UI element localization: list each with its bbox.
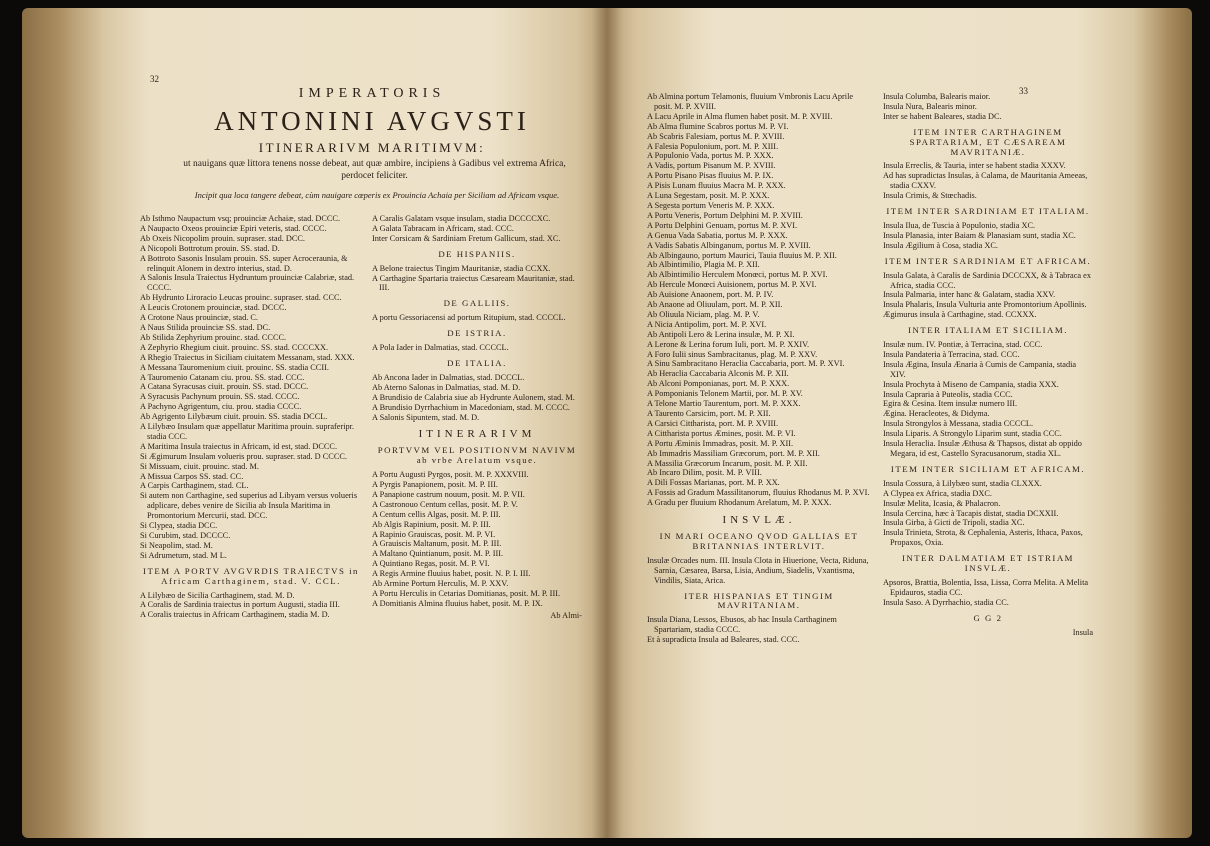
itinerary-entry: Insula Cercina, hæc à Tacapis distat, stadia DCXXII. [883, 508, 1059, 518]
itinerary-entry: A Cittharista portus Æmines, posit. M. P. VI. [647, 428, 796, 438]
itinerary-entry: Ab Armine Portum Herculis, M. P. XXV. [372, 579, 509, 589]
itinerary-entry: A Foro Iulii sinus Sambracitanus, plag. M. P. XXV. [647, 349, 818, 359]
itinerary-entry: A Bottroto Sasonis Insulam prouin. SS. super Acroceraunia, & relinquit Alonem in dextro interius, stad. D. [140, 253, 348, 273]
section-heading: ITEM INTER SARDINIAM ET AFRICAM. [884, 255, 1092, 266]
itinerary-entry: Ab Albintimilio Herculem Monœci, portus M. P. XVI. [647, 270, 828, 280]
itinerary-entry: Insula Girba, à Gicti de Tripoli, stadia XC. [883, 518, 1025, 528]
itinerary-entry: A Rapinio Grauiscas, posit. M. P. VI. [372, 529, 496, 539]
itinerary-entry: A Catana Syracusas ciuit. prouin. SS. stad. DCCC. [140, 382, 309, 392]
itinerary-entry: A Pola Iader in Dalmatias, stad. CCCCL. [372, 343, 509, 353]
itinerary-entry: Insula Columba, Balearis maior. [883, 92, 991, 101]
itinerary-entry: A Tauromenio Catanam ciu. prou. SS. stad. CCC. [140, 372, 305, 382]
itinerary-entry: Insula Capraria à Puteolis, stadia CCC. [883, 389, 1013, 399]
itinerary-entry: A Missua Carpos SS. stad. CC. [140, 471, 244, 481]
itinerary-entry: A Salonis Insula Traiectus Hydruntum prouinciæ Calabriæ, stad. CCCC. [140, 273, 355, 293]
catchword: Insula [1072, 627, 1093, 637]
itinerary-entry: Ab Auisione Anaonem, port. M. P. IV. [647, 290, 774, 300]
itinerary-entry: A Coralis de Sardinia traiectus in portum Augusti, stadia III. [140, 600, 340, 610]
itinerary-entry: A Portu Veneris, Portum Delphini M. P. XVIII. [647, 210, 803, 220]
itinerary-entry: A Lacu Aprile in Alma flumen habet posit. M. P. XVIII. [647, 111, 833, 121]
itinerary-entry: A Pomponianis Telonem Martii, por. M. P. XV. [647, 389, 803, 399]
itinerary-entry: A Regis Armine fluuius habet, posit. N. P. I. III. [372, 569, 531, 579]
itinerary-entry: Ab Alconi Pomponianas, port. M. P. XXX. [647, 379, 790, 389]
intro-text: ut nauigans quæ littora tenens nosse debeat, aut quæ ambire, incipiens à Gadibus vel extrema Africa, perdocet feliciter. [183, 159, 566, 181]
itinerary-entry: Si Missuam, ciuit. prouinc. stad. M. [140, 461, 259, 471]
left-column-1 [140, 214, 362, 620]
itinerary-entry: Ab Immadris Massiliam Græcorum, port. M. P. XII. [647, 448, 820, 458]
itinerary-entry: A Fossis ad Gradum Massilitanorum, fluuius Rhodanus M. P. XVI. [647, 488, 870, 498]
itinerary-entry: Ab Almina portum Telamonis, fluuium Vmbronis Lacu Aprile posit. M. P. XVIII. [647, 92, 854, 111]
itinerary-entry: A Panapione castrum nouum, posit. M. P. VII. [372, 489, 525, 499]
itinerary-entry: Insula Strongylos à Messana, stadia CCCCL. [883, 419, 1034, 429]
itinerary-entry: Ab Anaone ad Oliuulam, port. M. P. XII. [647, 300, 783, 310]
left-column-2 [372, 214, 582, 621]
itinerary-entry: A Zephyrio Rhegium ciuit. prouinc. SS. stad. CCCCXX. [140, 342, 329, 352]
itinerary-entry: Et à supradicta Insula ad Baleares, stad. CCC. [647, 635, 800, 645]
incipit-text: Incipit qua loca tangere debeat, cùm nauigare cœperis ex Prouincia Achaia per Siciliam ad Africam vsque. [194, 190, 560, 200]
section-heading: ITEM INTER SARDINIAM ET ITALIAM. [886, 206, 1090, 217]
itinerary-entry: Ab Agrigento Lilybæum ciuit. prouin. SS. stadia DCCL. [140, 412, 328, 422]
itinerary-entry: A Lerone & Lerina forum Iuli, port. M. P. XXIV. [647, 339, 810, 349]
itinerary-entry: A Portu Augusti Pyrgos, posit. M. P. XXXVIII. [372, 470, 529, 480]
itinerary-entry: Ab Hydrunto Liroracio Leucas prouinc. supraser. stad. CCC. [140, 293, 342, 303]
itinerary-entry: Ab Oxeis Nicopolim prouin. supraser. stad. DCC. [140, 233, 306, 243]
itinerary-entry: Ab Algis Rapinium, posit. M. P. III. [372, 519, 491, 529]
itinerary-entry: A Lilybæo de Sicilia Carthaginem, stad. M. D. [140, 590, 295, 600]
section-heading: INTER DALMATIAM ET ISTRIAM INSVLÆ. [901, 553, 1074, 574]
itinerary-entry: A Maritima Insula traiectus in Africam, id est, stad. DCCC. [140, 441, 338, 451]
itinerary-entry: Insula Palmaria, inter hanc & Galatam, stadia XXV. [883, 290, 1056, 300]
itinerary-entry: Ab Scabris Falesiam, portus M. P. XVIII. [647, 131, 785, 141]
itinerary-entry: Egira & Cesina. Item insulæ numero III. [883, 399, 1018, 409]
catchword: Ab Almi- [550, 610, 582, 620]
itinerary-entry: A Taurento Carsicim, port. M. P. XII. [647, 409, 771, 418]
itinerary-entry: Insula Nura, Balearis minor. [883, 101, 977, 111]
itinerary-entry: A Galata Tabracam in Africam, stad. CCC. [372, 223, 514, 233]
signature-mark: G G 2 [973, 612, 1003, 623]
itinerary-entry: Si Neapolim, stad. M. [140, 540, 213, 550]
itinerary-entry: A Rhegio Traiectus in Siciliam ciuitatem Messanam, stad. XXX. [140, 352, 355, 362]
section-heading: DE GALLIIS. [443, 298, 511, 309]
itinerary-entry: A Naus Stilida prouinciæ SS. stad. DC. [140, 322, 271, 332]
itinerary-entry: Ab Albingauno, portum Maurici, Tauia fluuius M. P. XII. [647, 250, 837, 260]
section-heading: ITER HISPANIAS ET TINGIM MAVRITANIAM. [684, 590, 834, 611]
itinerary-entry: Insula Crimis, & Stœchadis. [883, 191, 977, 201]
itinerary-entry: A Pisis Lunam fluuius Macra M. P. XXX. [647, 181, 786, 191]
itinerary-entry: Apsoros, Brattia, Bolentia, Issa, Lissa, Corra Melita. A Melita Epidauros, stadia CC. [883, 577, 1089, 597]
itinerary-entry: Insula Saso. A Dyrrhachio, stadia CC. [883, 597, 1009, 607]
itinerary-entry: A Segesta portum Veneris M. P. XXX. [647, 200, 775, 210]
itinerary-entry: Ad has supradictas Insulas, à Calama, de Mauritania Ameeas, stadia CXXV. [883, 171, 1088, 191]
itinerary-entry: Ab Stilida Zephyrium prouinc. stad. CCCC. [140, 332, 287, 342]
right-column-1 [647, 92, 871, 645]
section-heading: IN MARI OCEANO QVOD GALLIAS ET BRITANNIAS INTERLVIT. [659, 530, 859, 551]
itinerary-entry: A Quintiano Regas, posit. M. P. VI. [372, 559, 490, 569]
itinerary-entry: A Gradu per fluuium Rhodanum Arelatum, M. P. XXX. [647, 498, 832, 508]
section-heading: ITINERARIVM [418, 428, 536, 441]
section-heading: INSVLÆ. [722, 514, 796, 527]
itinerary-entry: A Massilia Græcorum Incarum, posit. M. P. XII. [647, 458, 808, 468]
itinerary-entry: A Portu Delphini Genuam, portus M. P. XVI. [647, 220, 798, 230]
itinerary-entry: Ab Alma flumine Scabros portus M. P. VI. [647, 121, 789, 131]
itinerary-entry: Si autem non Carthagine, sed superius ad Libyam versus volueris adplicare, debes venire de Sicilia ab Insula Maritima in Promontorium Mercurii, stad. DCC. [140, 491, 358, 521]
section-subheading: PORTVVM VEL POSITIONVM NAVIVM ab vrbe Arelatum vsque. [377, 445, 577, 466]
page-number-left: 32 [150, 74, 159, 84]
itinerary-entry: A Vadis Sabatis Albinganum, portus M. P. XVIII. [647, 240, 811, 250]
section-heading: ITEM A PORTV AVGVRDIS TRAIECTVS in Africam Carthaginem, stad. V. CCL. [143, 565, 359, 586]
itinerary-entry: Insula Ægilium à Cosa, stadia XC. [883, 240, 998, 250]
itinerary-entry: A Coralis traiectus in Africam Carthaginem, stadia M. D. [140, 610, 330, 620]
itinerary-entry: A Populonio Vada, portus M. P. XXX. [647, 151, 774, 161]
itinerary-entry: A Portu Herculis in Cetarias Domitianas, posit. M. P. III. [372, 589, 561, 598]
itinerary-entry: A Carsici Cittharista, port. M. P. XVIII. [647, 418, 779, 428]
itinerary-entry: Insula Cossura, à Lilybæo sunt, stadia CLXXX. [883, 478, 1042, 488]
itinerary-entry: Si Ægimurum Insulam volueris prou. supraser. stad. D CCCC. [140, 451, 347, 461]
itinerary-entry: Insula Planasia, inter Baiam & Planasiam sunt, stadia XC. [883, 230, 1076, 240]
itinerary-entry: Insula Diana, Lessos, Ebusos, ab hac Insula Carthaginem Spartariam, stadia CCCC. [647, 615, 837, 635]
section-heading: ITEM INTER SICILIAM ET AFRICAM. [890, 463, 1086, 474]
itinerary-entry: A Grauiscis Maltanum, posit. M. P. III. [372, 539, 502, 549]
itinerary-entry: A Telone Martio Taurentum, port. M. P. XXX. [647, 399, 801, 409]
right-page [607, 8, 1192, 838]
title-imperatoris: IMPERATORIS [298, 86, 446, 101]
itinerary-entry: Insula Trinieta, Strota, & Cephalenia, Asteris, Ithaca, Paxos, Propaxos, Oxia. [883, 528, 1083, 548]
right-column-2 [883, 92, 1093, 638]
itinerary-entry: Ægina. Heracleotes, & Didyma. [883, 409, 990, 419]
itinerary-entry: A Genua Vada Sabatia, portus M. P. XXX. [647, 230, 788, 240]
section-heading: DE ITALIA. [447, 357, 507, 368]
section-heading: DE HISPANIIS. [438, 248, 516, 259]
itinerary-entry: A Brundisio de Calabria siue ab Hydrunte Aulonem, stad. M. [372, 392, 575, 402]
itinerary-entry: Insula Ægina, Insula Ænaria à Cumis de Campania, stadia XIV. [883, 359, 1077, 379]
book-gutter [592, 8, 622, 838]
itinerary-entry: Insulæ Melita, Icasia, & Phalacron. [883, 498, 1001, 508]
itinerary-entry: A Clypea ex Africa, stadia DXC. [883, 488, 992, 498]
itinerary-entry: Inter Corsicam & Sardiniam Fretum Gallicum, stad. XC. [372, 233, 561, 243]
itinerary-entry: Insula Pandateria à Terracina, stad. CCC. [883, 349, 1020, 359]
itinerary-entry: A Maltano Quintianum, posit. M. P. III. [372, 549, 504, 559]
itinerary-entry: A Luna Segestam, posit. M. P. XXX. [647, 191, 770, 201]
itinerary-entry: A Crotone Naus prouinciæ, stad. C. [140, 313, 258, 323]
itinerary-entry: A Pachyno Agrigentum, ciu. prou. stadia CCCC. [140, 402, 302, 412]
itinerary-entry: Ab Antipoli Lero & Lerina insulæ, M. P. XI. [647, 329, 795, 339]
itinerary-entry: A Belone traiectus Tingim Mauritaniæ, stadia CCXX. [372, 263, 551, 273]
page-number-right: 33 [1019, 86, 1028, 96]
itinerary-entry: Inter se habent Baleares, stadia DC. [883, 111, 1002, 121]
itinerary-entry: A Carthagine Spartaria traiectus Cæsaream Mauritaniæ, stad. III. [372, 273, 575, 293]
itinerary-entry: A Lilybæo Insulam quæ appellatur Maritima prouin. supraferipr. stadia CCC. [140, 422, 355, 441]
itinerary-entry: Insula Phalaris, Insula Vulturia ante Promontorium Apollinis. [883, 300, 1087, 310]
itinerary-entry: A Naupacto Oxeos prouinciæ Epiri veteris, stad. CCCC. [140, 223, 327, 233]
section-heading: ITEM INTER CARTHAGINEM SPARTARIAM, ET CÆSAREAM MAVRITANIÆ. [909, 126, 1067, 157]
itinerary-entry: A Caralis Galatam vsque insulam, stadia DCCCCXC. [372, 214, 551, 223]
itinerary-entry: A Dili Fossas Marianas, port. M. P. XX. [647, 478, 780, 488]
itinerary-entry: Ab Oliuula Niciam, plag. M. P. V. [647, 309, 760, 319]
itinerary-entry: Ab Albintimilio, Plagia M. P. XII. [647, 260, 760, 270]
itinerary-entry: Si Clypea, stadia DCC. [140, 521, 218, 531]
itinerary-entry: A portu Gessoriacensi ad portum Ritupium, stad. CCCCL. [372, 313, 566, 323]
itinerary-entry: A Portu Æminis Immadras, posit. M. P. XII. [647, 438, 794, 448]
itinerary-entry: Insula Liparis. A Strongylo Liparim sunt, stadia CCC. [883, 429, 1062, 439]
section-heading: INTER ITALIAM ET SICILIAM. [908, 325, 1068, 336]
itinerary-entry: Insulæ num. IV. Pontiæ, à Terracina, stad. CCC. [883, 340, 1043, 350]
itinerary-entry: Insulæ Orcades num. III. Insula Clota in Hiuerione, Vecta, Riduna, Sarnia, Cæsarea, Barsa, Lisia, Andium, Siadelis, Vxantisma, Vindilis, Siata, Arica. [647, 555, 869, 585]
itinerary-entry: A Vadis, portum Pisanum M. P. XVIII. [647, 161, 776, 171]
itinerary-entry: Ab Heraclia Caccabaria Alconis M. P. XII. [647, 369, 789, 379]
itinerary-entry: Insula Galata, à Caralis de Sardinia DCCCXX, & à Tabraca ex Africa, stadia CCC. [883, 270, 1092, 290]
itinerary-entry: A Carpis Carthaginem, stad. CL. [140, 481, 249, 491]
itinerary-entry: Insula Erreclis, & Tauria, inter se habent stadia XXXV. [883, 161, 1066, 171]
itinerary-entry: Insula Prochyta à Miseno de Campania, stadia XXX. [883, 379, 1059, 389]
itinerary-entry: A Salonis Sipuntem, stad. M. D. [372, 412, 480, 422]
itinerary-entry: Ab Isthmo Naupactum vsq; prouinciæ Achaiæ, stad. DCCC. [140, 214, 341, 223]
itinerary-entry: Ab Aterno Salonas in Dalmatias, stad. M. D. [372, 382, 521, 392]
itinerary-entry: A Castronouo Centum cellas, posit. M. P. V. [372, 499, 518, 509]
itinerary-entry: A Leucis Crotonem prouinciæ, stad. DCCC. [140, 303, 287, 313]
itinerary-entry: A Portu Pisano Pisas fluuius M. P. IX. [647, 171, 774, 181]
itinerary-entry: A Sinu Sambracitano Heraclia Caccabaria, port. M. P. XVI. [647, 359, 845, 369]
itinerary-entry: A Brundisio Dyrrhachium in Macedoniam, stad. M. CCCC. [372, 402, 570, 412]
itinerary-entry: A Pyrgis Panapionem, posit. M. P. III. [372, 480, 498, 490]
itinerary-entry: A Nicopoli Bottrotum prouin. SS. stad. D. [140, 243, 280, 253]
itinerary-entry: A Centum cellis Algas, posit. M. P. III. [372, 509, 501, 519]
open-book [22, 8, 1192, 838]
left-page [22, 8, 607, 838]
title-antonini: ANTONINI AVGVSTI [214, 106, 530, 136]
itinerary-entry: A Falesia Populonium, port. M. P. XIII. [647, 141, 779, 151]
itinerary-entry: A Messana Tauromenium ciuit. prouinc. SS. stadia CCII. [140, 362, 329, 372]
itinerary-entry: A Syracusis Pachynum prouin. SS. stad. CCCC. [140, 392, 300, 402]
itinerary-entry: A Nicia Antipolim, port. M. P. XVI. [647, 319, 767, 329]
itinerary-entry: Ab Ancona Iader in Dalmatias, stad. DCCCL. [372, 372, 525, 382]
itinerary-entry: Si Adrumetum, stad. M L. [140, 550, 227, 560]
itinerary-entry: Ab Hercule Monœci Auisionem, portus M. P. XVI. [647, 280, 817, 290]
itinerary-entry: Insula Heraclia. Insulæ Æthusa & Thapsos, distat ab oppido Megara, id est, Castello Syracusanorum, stadia XL. [883, 439, 1082, 458]
itinerary-entry: Ab Incaro Dilim, posit. M. P. VIII. [647, 468, 762, 478]
title-itinerarium: ITINERARIVM MARITIMVM: [258, 140, 486, 155]
itinerary-entry: Insula Ilua, de Tuscia à Populonio, stadia XC. [883, 220, 1036, 230]
itinerary-entry: Ægimurus insula à Carthagine, stad. CCXXX. [883, 310, 1037, 320]
section-heading: DE ISTRIA. [447, 328, 507, 339]
itinerary-entry: A Domitianis Almina fluuius habet, posit. M. P. IX. [372, 598, 543, 608]
itinerary-entry: Si Curubim, stad. DCCCC. [140, 531, 231, 540]
